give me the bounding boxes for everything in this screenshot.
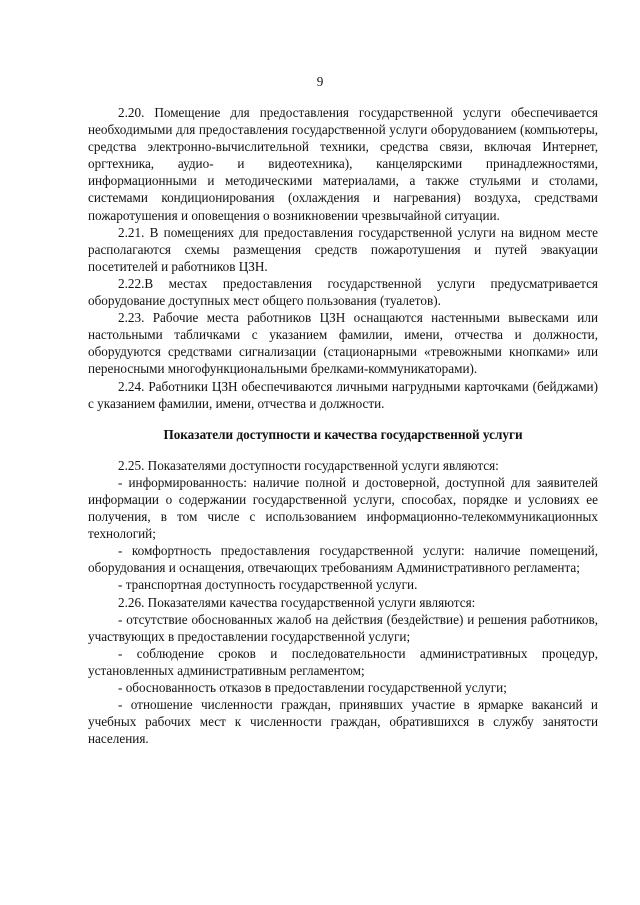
paragraph-2-24: 2.24. Работники ЦЗН обеспечиваются личными нагрудными карточками (бейджами) с указанием фамилии, имени, отчества и должности. — [88, 378, 598, 411]
list-item-informedness: - информированность: наличие полной и достоверной, доступной для заявителей информации о содержании государственной услуги, способах, порядке и условиях ее получения, в том числе с использованием информационно-телекоммуникационных технологий; — [88, 474, 598, 542]
paragraph-2-25: 2.25. Показателями доступности государственной услуги являются: — [118, 457, 499, 473]
list-item-refusals: - обоснованность отказов в предоставлении государственной услуги; — [118, 680, 507, 695]
list-item-comfort: - комфортность предоставления государственной услуги: наличие помещений, оборудования и оснащения, отвечающих требованиям Административного регламента; — [88, 543, 598, 576]
list-item-transport: - транспортная доступность государственной услуги. — [118, 577, 418, 593]
list-item-job-fair-ratio: - отношение численности граждан, принявших участие в ярмарке вакансий и учебных рабочих мест к численности граждан, обратившихся в службу занятости населения. — [88, 697, 598, 747]
paragraph-2-23: 2.23. Рабочие места работников ЦЗН оснащаются настенными вывесками или настольными табличками с указанием фамилии, имени, отчества и должности, оборудуются средствами сигнализации (стационарными «тревожными кнопками» или переносными многофункциональными брелками-коммуникаторами). — [88, 310, 598, 377]
list-item-complaints: - отсутствие обоснованных жалоб на действия (бездействие) и решения работников, участвующих в предоставлении государственной услуги; — [88, 611, 598, 644]
document-body — [88, 104, 598, 747]
list-item-deadlines: - соблюдение сроков и последовательности административных процедур, установленных административным регламентом; — [88, 645, 598, 678]
paragraph-2-22: 2.22.В местах предоставления государственной услуги предусматривается оборудование доступных мест общего пользования (туалетов). — [88, 275, 598, 309]
page-number: 9 — [316, 74, 324, 89]
paragraph-2-26: 2.26. Показателями качества государственной услуги являются: — [118, 594, 476, 610]
section-heading: Показатели доступности и качества государственной услуги — [163, 426, 523, 442]
paragraph-2-20: 2.20. Помещение для предоставления государственной услуги обеспечивается необходимыми для предоставления государственной услуги оборудованием (компьютеры, средства электронно-вычислительной техники, средства связи, включая Интернет, оргтехника, аудио- и видеотехника), канцелярскими принадлежностями, информационными и методическими материалами, а также стульями и столами, системами кондиционирования (охлаждения и нагревания) воздуха, средствами пожаротушения и оповещения о возникновении чрезвычайной ситуации. — [88, 105, 598, 223]
paragraph-2-21: 2.21. В помещениях для предоставления государственной услуги на видном месте располагаются схемы размещения средств пожаротушения и путей эвакуации посетителей и работников ЦЗН. — [88, 224, 598, 274]
